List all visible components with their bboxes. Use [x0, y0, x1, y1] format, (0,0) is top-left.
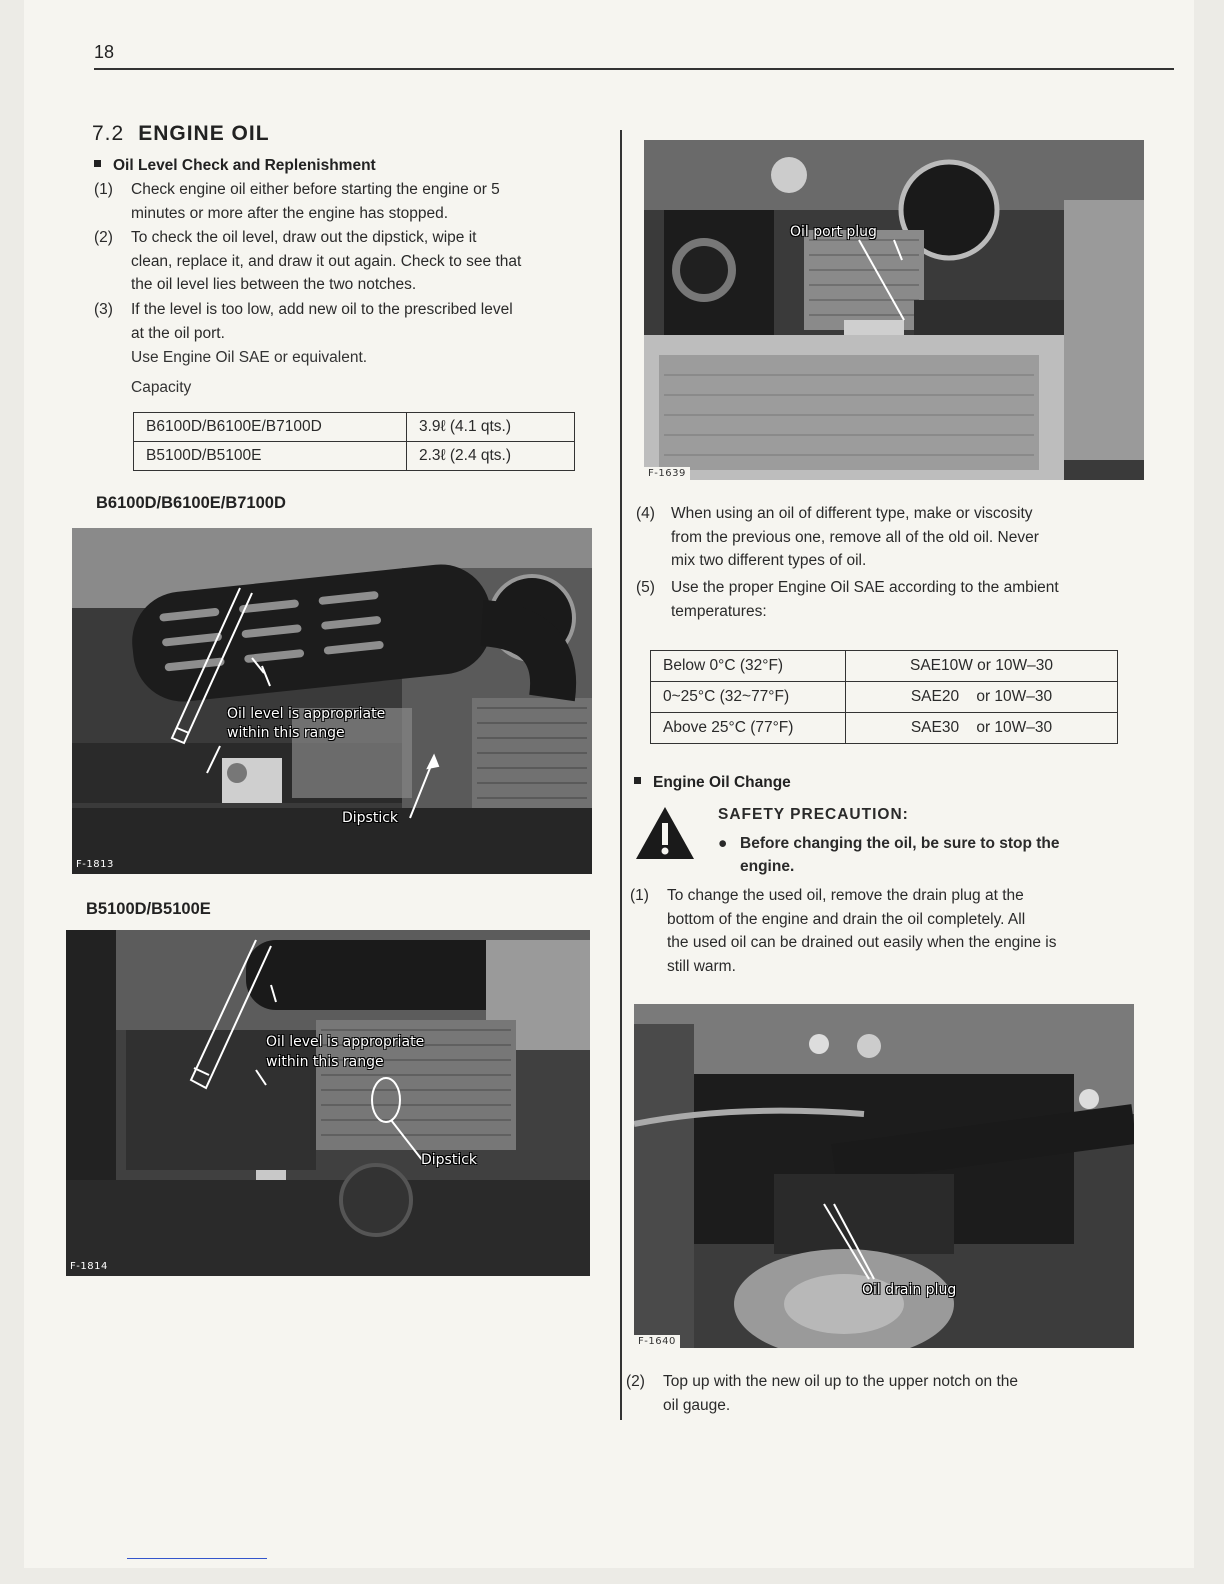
figure-id: F-1814	[70, 1261, 108, 1272]
header-rule	[94, 68, 1174, 70]
safety-title: SAFETY PRECAUTION:	[718, 806, 909, 823]
page-number: 18	[94, 42, 115, 62]
table-cell-grade: SAE30 or 10W–30	[846, 713, 1118, 744]
table-cell-model: B5100D/B5100E	[134, 442, 407, 471]
callout-dipstick: Dipstick	[421, 1152, 478, 1168]
section-title-text: ENGINE OIL	[138, 122, 270, 145]
table-row	[651, 651, 1118, 682]
callout-oil-level: Oil level is appropriate	[266, 1034, 425, 1050]
level-step-3: (3) If the level is too low, add new oil to the prescribed level at the oil port.	[94, 301, 513, 342]
section-number: 7.2	[92, 122, 125, 145]
engine-illustration	[66, 930, 590, 1276]
engine-photo-dipstick-b6100	[72, 528, 592, 874]
table-row	[651, 713, 1118, 744]
figure-model-label: B5100D/B5100E	[86, 900, 211, 918]
engine-illustration	[644, 140, 1144, 480]
table-cell-amount: 2.3ℓ (2.4 qts.)	[407, 442, 575, 471]
level-step-2: (2) To check the oil level, draw out the dipstick, wipe it clean, replace it, and draw it out again. Check to see that the oil level lies between the two notches.	[94, 229, 522, 293]
table-cell-grade: SAE20 or 10W–30	[846, 682, 1118, 713]
callout-oil-port-plug: Oil port plug	[790, 224, 877, 240]
table-row	[651, 682, 1118, 713]
figure-model-label: B6100D/B6100E/B7100D	[96, 494, 286, 512]
table-cell-model: B6100D/B6100E/B7100D	[134, 413, 407, 442]
oil-change-step-1: (1) To change the used oil, remove the drain plug at the bottom of the engine and drain the oil completely. All the used oil can be drained out easily when the engine is still warm.	[630, 887, 1057, 975]
safety-text: ● Before changing the oil, be sure to stop the engine.	[718, 832, 1138, 878]
engine-photo-dipstick-b5100	[66, 930, 590, 1276]
callout-dipstick: Dipstick	[342, 810, 399, 826]
capacity-table	[133, 412, 575, 471]
callout-range: within this range	[227, 725, 345, 741]
engine-photo-oil-drain	[634, 1004, 1134, 1348]
section-title	[92, 122, 270, 146]
footer-rule	[127, 1558, 267, 1559]
sae-table	[650, 650, 1118, 744]
level-step-1: (1) Check engine oil either before starting the engine or 5 minutes or more after the engine has stopped.	[94, 181, 500, 222]
callout-oil-drain-plug: Oil drain plug	[862, 1282, 957, 1298]
table-cell-temp: 0~25°C (32~77°F)	[651, 682, 846, 713]
callout-range: within this range	[266, 1054, 384, 1070]
oil-change-heading: Engine Oil Change	[634, 774, 791, 792]
table-cell-amount: 3.9ℓ (4.1 qts.)	[407, 413, 575, 442]
oil-change-step-2: (2) Top up with the new oil up to the upper notch on the oil gauge.	[626, 1373, 1019, 1414]
figure-id: F-1639	[644, 467, 690, 480]
manual-page	[24, 0, 1194, 1568]
right-step-4: (4) When using an oil of different type, make or viscosity from the previous one, remove all of the old oil. Never mix two different types of oil.	[636, 505, 1039, 569]
table-row	[134, 442, 575, 471]
table-cell-grade: SAE10W or 10W–30	[846, 651, 1118, 682]
square-bullet-icon	[634, 777, 641, 784]
figure-id: F-1813	[76, 859, 114, 870]
column-divider	[620, 130, 622, 1420]
right-step-5: (5) Use the proper Engine Oil SAE according to the ambient temperatures:	[636, 579, 1059, 620]
engine-photo-oil-port	[644, 140, 1144, 480]
figure-id: F-1640	[634, 1335, 680, 1348]
warning-triangle-icon	[634, 805, 696, 861]
oil-note: Use Engine Oil SAE or equivalent.	[131, 349, 368, 366]
bullet-dot-icon: ●	[718, 835, 728, 852]
table-row	[134, 413, 575, 442]
table-cell-temp: Below 0°C (32°F)	[651, 651, 846, 682]
engine-illustration	[72, 528, 592, 874]
table-cell-temp: Above 25°C (77°F)	[651, 713, 846, 744]
square-bullet-icon	[94, 160, 101, 167]
callout-oil-level: Oil level is appropriate	[227, 706, 386, 722]
level-check-heading: Oil Level Check and Replenishment	[94, 157, 376, 175]
capacity-label: Capacity	[131, 379, 192, 396]
